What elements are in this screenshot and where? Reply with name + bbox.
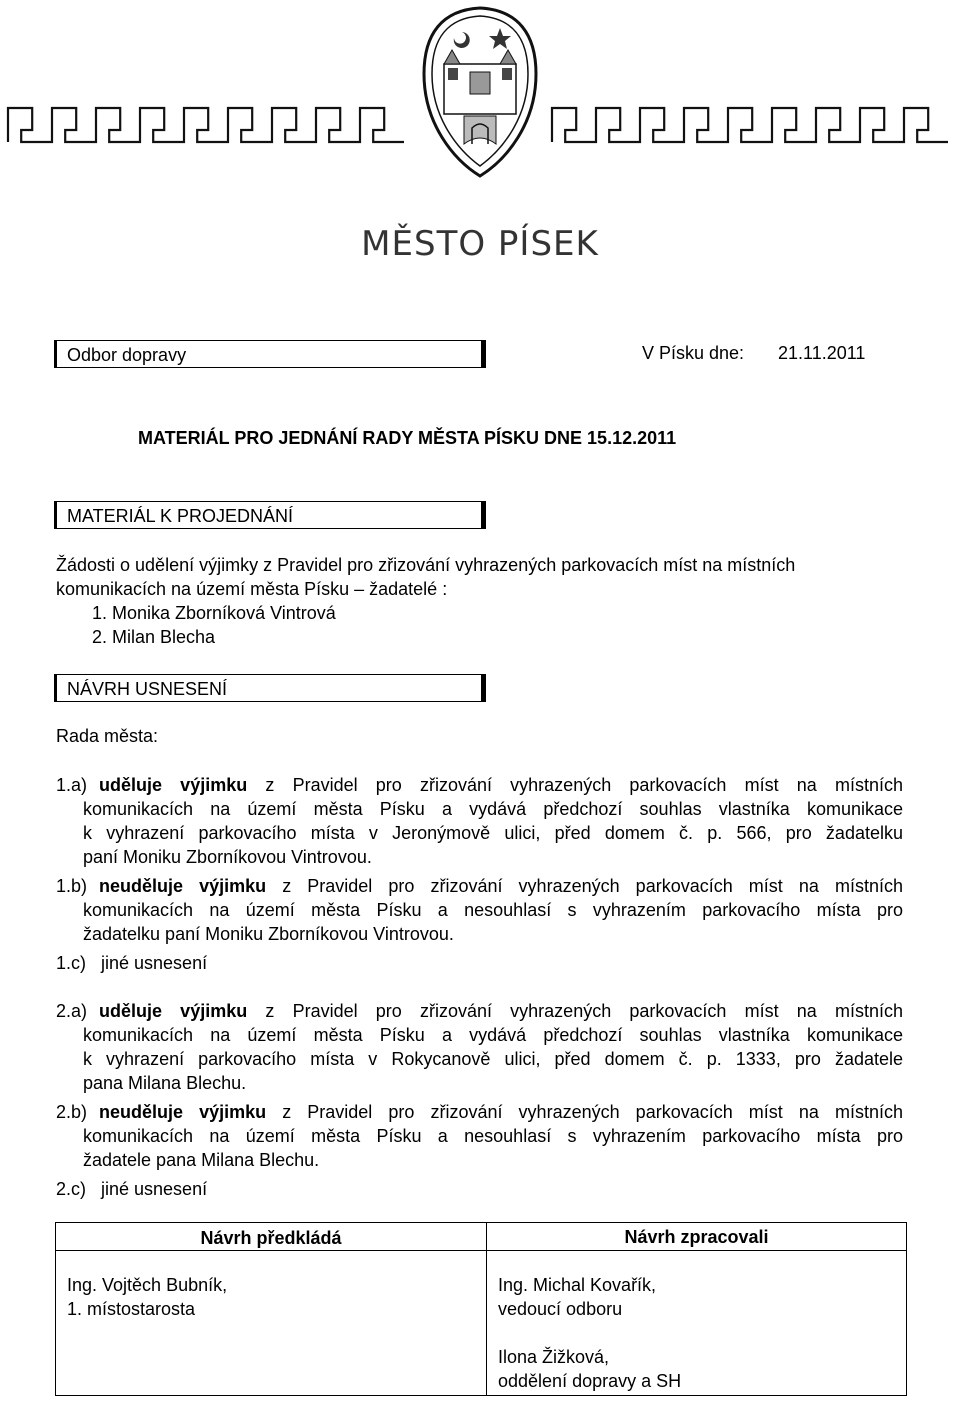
resolution-heading-box (54, 674, 486, 702)
item-2a-line3: k vyhrazení parkovacího místa v Rokycanově ulici, před domem č. p. 1333, pro žadatele (83, 1049, 903, 1069)
item-2b-number: 2.b) (56, 1102, 88, 1122)
proposer-name: Ing. Vojtěch Bubník, (67, 1275, 228, 1295)
item-2c-text: jiné usnesení (101, 1179, 208, 1199)
item-1c-number: 1.c) (56, 953, 87, 973)
item-1a-line4: paní Moniku Zborníkovou Vintrovou. (83, 847, 372, 867)
item-2a-verb: uděluje výjimku (99, 1001, 248, 1021)
department-box (54, 340, 486, 368)
preparer-2-role: oddělení dopravy a SH (498, 1371, 682, 1391)
applicant-2: 2. Milan Blecha (92, 627, 216, 647)
item-2a-line1 (99, 1001, 903, 1022)
proposer-header: Návrh předkládá (56, 1223, 487, 1251)
material-heading: MATERIÁL K PROJEDNÁNÍ (67, 506, 294, 526)
item-1b-number: 1.b) (56, 876, 88, 896)
subject-line-1: Žádosti o udělení výjimky z Pravidel pro zřizování vyhrazených parkovacích míst na místních (56, 555, 796, 575)
material-heading-box (54, 501, 486, 529)
city-name-wordmark: MĚSTO PÍSEK (361, 224, 599, 264)
item-2b-line1 (99, 1102, 903, 1123)
document-title: MATERIÁL PRO JEDNÁNÍ RADY MĚSTA PÍSKU DNE 15.12.2011 (138, 428, 677, 448)
date-value: 21.11.2011 (778, 343, 866, 363)
item-1a-line1 (99, 775, 903, 796)
item-2b-line3: žadatele pana Milana Blechu. (83, 1150, 320, 1170)
item-2a-line1-text: z Pravidel pro zřizování vyhrazených parkovacích míst na místních (247, 1001, 903, 1021)
item-2b-line1-text: z Pravidel pro zřizování vyhrazených parkovacích míst na místních (266, 1102, 903, 1122)
item-2c-number: 2.c) (56, 1179, 87, 1199)
item-1a-line1-text: z Pravidel pro zřizování vyhrazených parkovacích míst na místních (247, 775, 903, 795)
preparer-1-name: Ing. Michal Kovařík, (498, 1275, 657, 1295)
item-1a-line2: komunikacích na území města Písku a vydává předchozí souhlas vlastníka komunikace (83, 799, 903, 819)
department-label: Odbor dopravy (67, 345, 187, 365)
item-1b-line1 (99, 876, 903, 897)
proposer-role: 1. místostarosta (67, 1299, 196, 1319)
preparers-cell (487, 1251, 907, 1396)
city-crest-logo (414, 4, 546, 180)
item-2b-line2: komunikacích na území města Písku a nesouhlasí s vyhrazením parkovacího místa pro (83, 1126, 903, 1146)
item-2a-line4: pana Milana Blechu. (83, 1073, 247, 1093)
item-1b-line1-text: z Pravidel pro zřizování vyhrazených parkovacích míst na místních (266, 876, 903, 896)
item-1a-verb: uděluje výjimku (99, 775, 248, 795)
item-2a-number: 2.a) (56, 1001, 88, 1021)
proposer-cell (56, 1251, 487, 1396)
item-1b-verb: neuděluje výjimku (99, 876, 267, 896)
date-label: V Písku dne: (642, 343, 745, 363)
resolution-heading: NÁVRH USNESENÍ (67, 679, 228, 699)
council-label: Rada města: (56, 726, 159, 746)
preparers-header: Návrh zpracovali (487, 1223, 907, 1251)
item-1c-text: jiné usnesení (101, 953, 208, 973)
applicant-1: 1. Monika Zborníková Vintrová (92, 603, 336, 623)
item-2a-line2: komunikacích na území města Písku a vydává předchozí souhlas vlastníka komunikace (83, 1025, 903, 1045)
item-2b-verb: neuděluje výjimku (99, 1102, 267, 1122)
item-1a-number: 1.a) (56, 775, 88, 795)
item-1b-line3: žadatelku paní Moniku Zborníkovou Vintrovou. (83, 924, 454, 944)
preparer-1-role: vedoucí odboru (498, 1299, 623, 1319)
item-1a-line3: k vyhrazení parkovacího místa v Jeronýmově ulici, před domem č. p. 566, pro žadatelku (83, 823, 903, 843)
preparer-2-name: Ilona Žižková, (498, 1347, 610, 1367)
subject-line-2: komunikacích na území města Písku – žadatelé : (56, 579, 448, 599)
item-1b-line2: komunikacích na území města Písku a nesouhlasí s vyhrazením parkovacího místa pro (83, 900, 903, 920)
signature-table (55, 1222, 907, 1396)
